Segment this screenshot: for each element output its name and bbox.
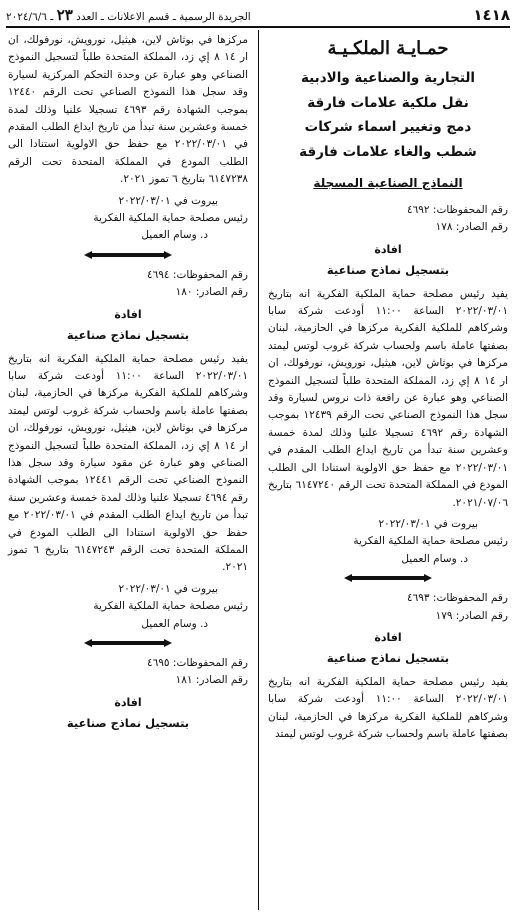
- issue-number-line: رقم الصادر: ١٨٠: [175, 286, 248, 299]
- signature-date: بيروت في ٢٠٢٢/٠٣/٠١: [378, 517, 478, 530]
- notice-subheading: بتسجيل نماذج صناعية: [66, 716, 190, 731]
- notice-divider: [92, 253, 164, 257]
- signature-name: د. وسام العميل: [141, 617, 208, 630]
- notice-body: يفيد رئيس مصلحة حماية الملكية الفكرية انه بتاريخ ٢٠٢٢/٠٣/٠١ الساعة ١١:٠٠ أودعت شركة سابا وشركاهم للملكية الفكرية مركزها في الحازمية، لبنان بصفتها عاملة باسم ولحساب شركة غروب لوتس ليمتد مركزها في بوثاش لاين، هيثيل، نورويش، نورفولك، ان ار ١٤ ٨ إي زد، المملكة المتحدة طلباً لتسجيل النموذج الصناعي وهو عبارة عن رافعة ذات نروس لسيارة وقد سجل هذا النموذج الصناعي تحت الرقم ١٢٤٣٩ بموجب الشهادة رقم ٤٦٩٢ تسجيلا علنيا وذلك لمدة خمسة وعشرين سنة تبدأ من تاريخ ايداع الطلب المقدم في ٢٠٢٢/٠٣/٠١ مع حفظ حق الاولوية استنادا الى الطلب المودع في المملكة المتحدة تحت الرقم ٦١٤٧٢٤٠ بتاريخ ٢٠٢١/٠٧/٠٦.: [268, 287, 509, 509]
- registered-models-heading: النماذج الصناعية المسجلة: [313, 176, 463, 190]
- issue-number-line: رقم الصادر: ١٨١: [175, 674, 248, 687]
- issue-number-line: رقم الصادر: ١٧٨: [435, 221, 508, 234]
- signature-title: رئيس مصلحة حماية الملكية الفكرية: [353, 535, 508, 548]
- left-column: [8, 32, 248, 739]
- page-number: ١٤١٨: [473, 6, 510, 24]
- notice-subheading: بتسجيل نماذج صناعية: [66, 328, 190, 343]
- signature-date: بيروت في ٢٠٢٢/٠٣/٠١: [118, 194, 218, 207]
- deposit-number: رقم المحفوظات: ٤٦٩٥: [147, 657, 248, 669]
- right-column: [268, 32, 508, 743]
- deposit-number: رقم المحفوظات: ٤٦٩٣: [407, 592, 508, 605]
- section-title: حمـايـة الملكـيـة: [327, 38, 449, 59]
- subtitle-line: شطب والغاء علامات فارقة: [299, 143, 477, 160]
- notice-heading: افادة: [374, 242, 402, 256]
- signature-title: رئيس مصلحة حماية الملكية الفكرية: [93, 600, 248, 613]
- notice-body: يفيد رئيس مصلحة حماية الملكية الفكرية انه بتاريخ ٢٠٢٢/٠٣/٠١ الساعة ١١:٠٠ أودعت شركة سابا وشركاهم للملكية الفكرية مركزها في الحازمية، لبنان بصفتها عاملة باسم ولحساب شركة غروب لوتس ليمتد مركزها في بوثاش لاين، هيثيل، نورويش، نورفولك، ان ار ١٤ ٨ إي زد، المملكة المتحدة طلباً لتسجيل النموذج الصناعي وهو عبارة عن مقود سيارة وقد سجل هذا النموذج الصناعي تحت الرقم ١٢٤٤١ بموجب الشهادة رقم ٤٦٩٤ تسجيلا علنيا وذلك لمدة خمسة وعشرين سنة تبدأ من تاريخ ايداع الطلب المقدم في ٢٠٢٢/٠٣/٠١ مع حفظ حق الاولوية استنادا الى الطلب المودع في المملكة المتحدة تحت الرقم ٦١٤٧٢٤٣ بتاريخ ٦ تموز ٢٠٢١.: [8, 352, 249, 574]
- column-divider: [258, 30, 259, 910]
- notice-divider: [92, 641, 164, 645]
- gazette-prefix: الجريدة الرسمية ـ قسم الاعلانات ـ العدد: [76, 11, 251, 23]
- section-subtitles: [268, 66, 508, 164]
- page-header: [6, 4, 510, 28]
- deposit-number: رقم المحفوظات: ٤٦٩٢: [407, 204, 508, 216]
- subtitle-line: التجارية والصناعية والادبية: [300, 70, 476, 86]
- signature-name: د. وسام العميل: [141, 229, 208, 242]
- notice-heading: افادة: [114, 307, 142, 321]
- notice-heading: افادة: [374, 630, 402, 644]
- notice-subheading: بتسجيل نماذج صناعية: [326, 263, 450, 278]
- issue-number-line: رقم الصادر: ١٧٩: [435, 609, 508, 622]
- notice-divider: [352, 576, 424, 580]
- subtitle-line: دمج وتغيير اسماء شركات: [304, 119, 472, 135]
- signature-title: رئيس مصلحة حماية الملكية الفكرية: [93, 212, 248, 225]
- notice-body-continuation: مركزها في بوثاش لاين، هيثيل، نورويش، نورفولك، ان ار ١٤ ٨ إي زد، المملكة المتحدة طلباً لتسجيل النموذج الصناعي وهو عبارة عن وحدة التحكم المركزية لسيارة وقد سجل هذا النموذج الصناعي تحت الرقم ١٢٤٤٠ بموجب الشهادة رقم ٤٦٩٣ تسجيلا علنيا وذلك لمدة خمسة وعشرين سنة تبدأ من تاريخ ايداع الطلب المقدم في ٢٠٢٢/٠٣/٠١ مع حفظ حق الاولوية استنادا الى الطلب المودع في المملكة المتحدة تحت الرقم ٦١٤٧٢٣٨ بتاريخ ٦ تموز ٢٠٢١.: [8, 34, 248, 186]
- deposit-number: رقم المحفوظات: ٤٦٩٤: [147, 268, 248, 281]
- notice-heading: افادة: [114, 695, 142, 709]
- issue-date: ـ ٢٠٢٤/٦/٦: [6, 11, 54, 23]
- subtitle-line: نقل ملكية علامات فارقة: [307, 94, 469, 111]
- notice-body: يفيد رئيس مصلحة حماية الملكية الفكرية انه بتاريخ ٢٠٢٢/٠٣/٠١ الساعة ١١:٠٠ أودعت شركة سابا وشركاهم للملكية الفكرية مركزها في الحازمية، لبنان بصفتها عاملة باسم ولحساب شركة غروب لوتس ليمتد: [268, 675, 508, 740]
- signature-date: بيروت في ٢٠٢٢/٠٣/٠١: [118, 582, 218, 595]
- notice-subheading: بتسجيل نماذج صناعية: [326, 651, 450, 666]
- issue-number: ٢٣: [56, 6, 73, 24]
- gazette-info: [6, 6, 251, 24]
- signature-name: د. وسام العميل: [401, 552, 468, 565]
